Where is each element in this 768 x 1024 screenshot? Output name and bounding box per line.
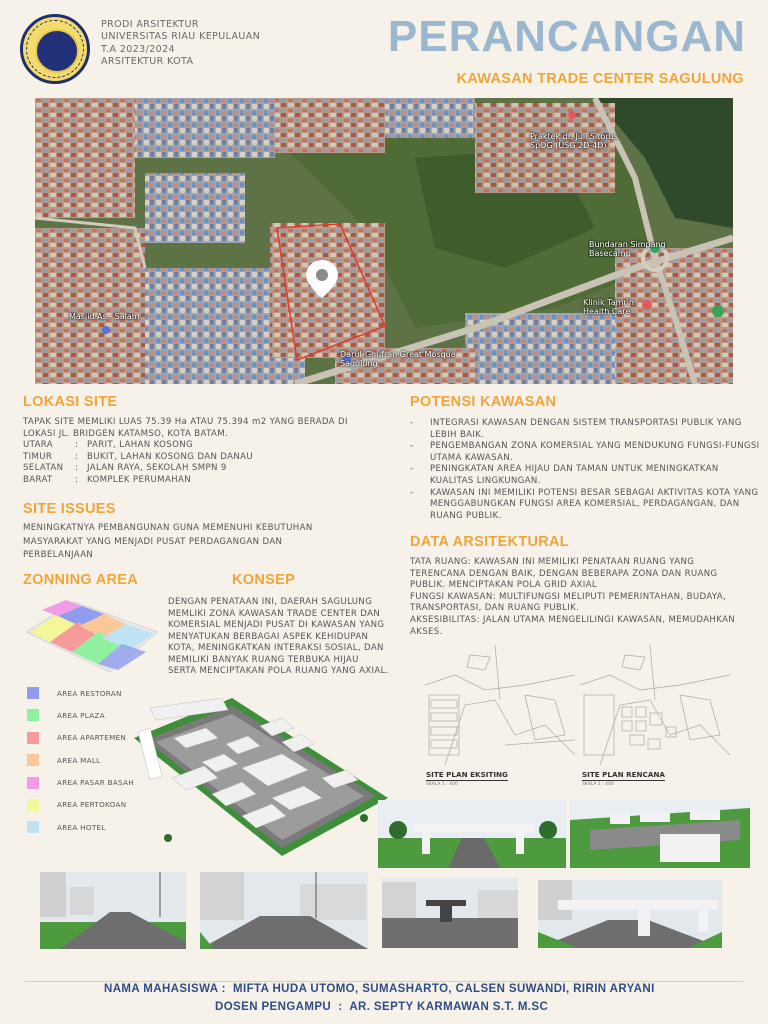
academic-year: T.A 2023/2024	[101, 43, 175, 55]
potensi-list	[410, 418, 760, 522]
lokasi-heading: LOKASI SITE	[23, 394, 118, 410]
legend-item	[27, 731, 134, 745]
legend-label: AREA RESTORAN	[57, 688, 122, 698]
map-label-klinik: Klinik Tamrin Health Care	[583, 298, 634, 316]
legend-swatch	[27, 777, 39, 789]
site-plan-rencana-scale: SKALA 1 : 400	[582, 782, 614, 787]
legend-swatch	[27, 799, 39, 811]
page-subtitle: KAWASAN TRADE CENTER SAGULUNG	[456, 71, 744, 87]
map-label-darul: Darul-Ghufran Great Mosque Sagulung	[340, 350, 456, 368]
legend-label: AREA PASAR BASAH	[57, 778, 135, 788]
issues-text: MENINGKATNYA PEMBANGUNAN GUNA MEMENUHI KEBUTUHAN MASYARAKAT YANG MENJADI PUSAT PERDAGANGAN DAN PERBELANJAAN	[23, 523, 313, 561]
legend-label: AREA APARTEMEN	[57, 733, 127, 743]
legend-label: AREA PERTOKOAN	[57, 800, 127, 810]
map-label-masjid: Masjid As - Salam	[69, 312, 140, 321]
legend-label: AREA HOTEL	[57, 822, 106, 832]
lokasi-text: TAPAK SITE MEMLIKI LUAS 75.39 Ha ATAU 75.394 m2 YANG BERADA DI LOKASI JL. BRIDGEN KATAMSO, KOTA BATAM.	[23, 417, 348, 439]
lokasi-direction: BARAT	[23, 474, 53, 485]
header-info	[101, 19, 260, 68]
legend-swatch	[27, 709, 39, 721]
legend-swatch	[27, 754, 39, 766]
render-street-2	[200, 872, 368, 949]
issues-heading: SITE ISSUES	[23, 501, 116, 517]
eagle-emblem-icon	[35, 29, 79, 73]
bullet-dash: -	[410, 418, 414, 428]
legend-label: AREA PLAZA	[57, 710, 105, 720]
lokasi-value: PARIT, LAHAN KOSONG	[87, 440, 193, 451]
bullet-dash: -	[410, 464, 414, 475]
lokasi-value: KOMPLEK PERUMAHAN	[87, 474, 191, 485]
potensi-item-text: PENINGKATAN AREA HIJAU DAN TAMAN UNTUK MENINGKATKAN KUALITAS LINGKUNGAN.	[430, 464, 719, 486]
potensi-item-text: PENGEMBANGAN ZONA KOMERSIAL YANG MENDUKUNG FUNGSI-FUNGSI UTAMA KAWASAN.	[430, 441, 760, 463]
student-names: NAMA MAHASISWA : MIFTA HUDA UTOMO, SUMASHARTO, CALSEN SUWANDI, RIRIN ARYANI	[104, 983, 655, 995]
page-title: PERANCANGAN	[387, 12, 746, 61]
bullet-dash: -	[410, 441, 414, 452]
site-satellite-map	[35, 98, 733, 384]
map-label-bundaran: Bundaran Simpang Basecamp	[589, 240, 666, 258]
konsep-heading: KONSEP	[232, 572, 296, 588]
lokasi-row	[23, 475, 353, 487]
legend-item	[27, 820, 134, 834]
lokasi-colon: :	[75, 440, 79, 451]
legend-item	[27, 686, 134, 700]
site-plan-rencana-caption: SITE PLAN RENCANA	[582, 770, 665, 779]
lokasi-colon: :	[75, 463, 79, 474]
university-name: UNIVERSITAS RIAU KEPULAUAN	[101, 31, 261, 43]
site-plan-existing-caption: SITE PLAN EKSITING	[426, 770, 508, 779]
lokasi-block	[23, 417, 353, 487]
lokasi-value: BUKIT, LAHAN KOSONG DAN DANAU	[87, 451, 253, 462]
massing-3d-render	[132, 698, 390, 858]
site-plan-existing-scale: SKALA 1 : 400	[426, 782, 458, 787]
legend-item	[27, 753, 134, 767]
potensi-item	[410, 418, 760, 441]
lokasi-direction: SELATAN	[23, 463, 64, 474]
render-gate-side	[382, 878, 518, 948]
lokasi-row	[23, 463, 353, 475]
legend-swatch	[27, 732, 39, 744]
potensi-item-text: INTEGRASI KAWASAN DENGAN SISTEM TRANSPORTASI PUBLIK YANG LEBIH BAIK.	[430, 418, 742, 440]
konsep-text: DENGAN PENATAAN INI, DAERAH SAGULUNG MEMLIKI ZONA KAWASAN TRADE CENTER DAN KOMERSIAL MENJADI PUSAT DI KAWASAN YANG MENYATUKAN BERBAGAI ASPEK KEHIDUPAN KOTA, MENINGKATKAN INTERAKSI SOSIAL, DAN MEMILIKI BANYAK RUANG TERBUKA HIJAU SERTA MENCIPTAKAN POLA RUANG YANG AXIAL.	[168, 597, 389, 676]
site-plan-existing-drawing	[425, 645, 575, 770]
potensi-item	[410, 488, 760, 523]
lecturer-name: DOSEN PENGAMPU : AR. SEPTY KARMAWAN S.T. M.SC	[215, 1001, 549, 1013]
lokasi-direction: TIMUR	[23, 451, 53, 462]
lokasi-colon: :	[75, 451, 79, 462]
render-street-1	[40, 872, 186, 949]
lokasi-boundaries	[23, 440, 353, 486]
legend-label: AREA MALL	[57, 755, 101, 765]
legend-item	[27, 798, 134, 812]
bullet-dash: -	[410, 487, 414, 498]
legend-item	[27, 708, 134, 722]
university-logo	[20, 14, 90, 84]
render-aerial-blocks	[570, 800, 750, 868]
zonning-legend	[27, 686, 134, 843]
program-name: PRODI ARSITEKTUR	[101, 19, 199, 30]
site-plan-rencana-drawing	[580, 645, 730, 770]
lokasi-colon: :	[75, 474, 79, 485]
course-name: ARSITEKTUR KOTA	[101, 55, 194, 67]
data-arsitektural-heading: DATA ARSITEKTURAL	[410, 534, 569, 550]
legend-item	[27, 776, 134, 790]
lokasi-row	[23, 440, 353, 452]
data-arsitektural-text: TATA RUANG: KAWASAN INI MEMILIKI PENATAAN RUANG YANG TERENCANA DENGAN BAIK, DENGAN BEBERAPA ZONA DAN RUANG PUBLIK. MENCIPTAKAN POLA GRID AXIAL FUNGSI KAWASAN: MULTIFUNGSI MELIPUTI PEMERINTAHAN, BUDAYA, TRANSPORTASI, DAN RUANG PUBLIK. AKSESIBILITAS: JALAN UTAMA MENGELILINGI KAWASAN, MEMUDAHKAN AKSES.	[410, 557, 736, 637]
zonning-heading: ZONNING AREA	[23, 572, 139, 588]
legend-swatch	[27, 687, 39, 699]
render-gate-canopy	[538, 880, 722, 948]
potensi-item	[410, 441, 760, 464]
footer-divider	[25, 981, 743, 982]
potensi-item-text: KAWASAN INI MEMILIKI POTENSI BESAR SEBAGAI AKTIVITAS KOTA YANG MENGGABUNGKAN FUNGSI AREA KOMERSIAL, PERDAGANGAN, DAN RUANG PUBLIK.	[430, 487, 759, 521]
render-gate-front	[378, 800, 566, 868]
potensi-item	[410, 464, 760, 487]
legend-swatch	[27, 821, 39, 833]
zonning-3d-diagram	[22, 592, 160, 674]
lokasi-row	[23, 452, 353, 464]
map-label-praktek: Praktek dr. Juli Sitorus SpOG (USG 2D-4D)	[530, 132, 618, 150]
lokasi-value: JALAN RAYA, SEKOLAH SMPN 9	[87, 463, 227, 474]
lokasi-direction: UTARA	[23, 440, 54, 451]
potensi-heading: POTENSI KAWASAN	[410, 394, 557, 410]
